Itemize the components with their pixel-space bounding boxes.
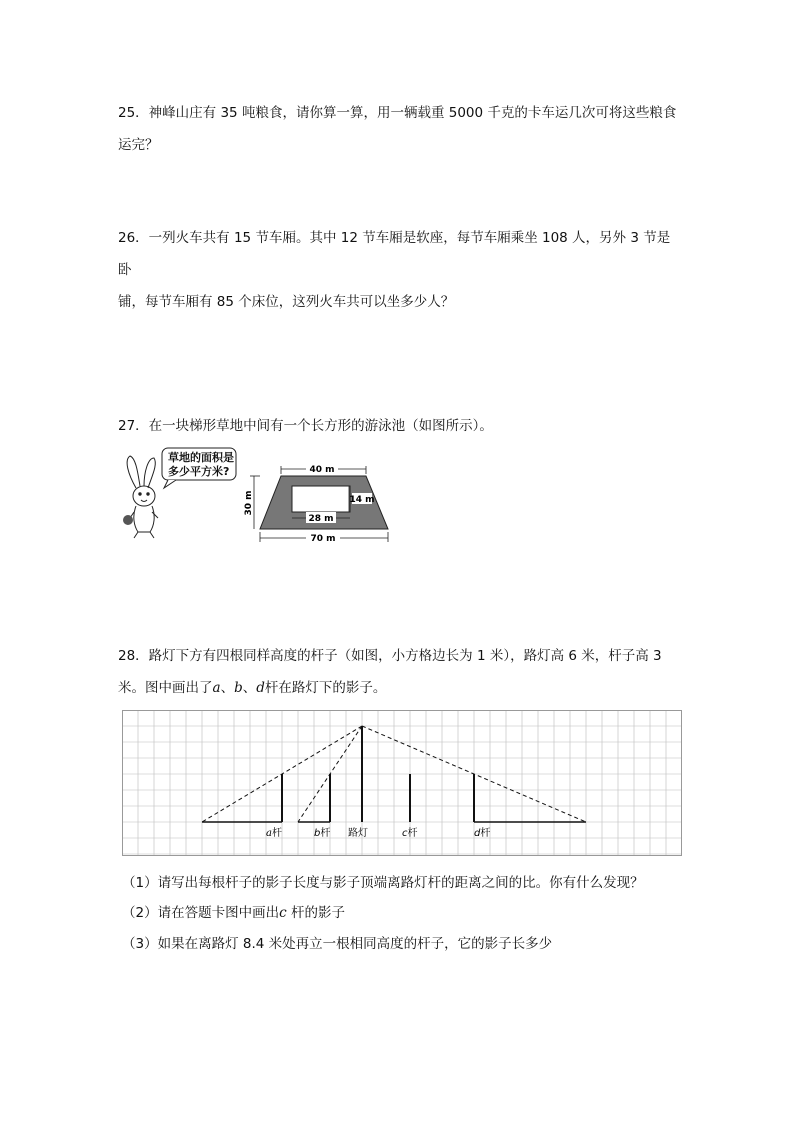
rabbit-icon [127,456,158,538]
question-28-line2-end: 杆在路灯下的影子。 [264,680,387,696]
question-27 [118,410,678,442]
question-25-line2: 运完？ [118,137,159,153]
question-28-line2 [118,672,678,704]
question-26 [118,222,678,318]
question-25-line1: 25．神峰山庄有 35 吨粮食，请你算一算，用一辆载重 5000 千克的卡车运几次可将这些粮食 [118,105,677,121]
var-d: d [256,680,265,696]
separator-2: 、 [242,680,257,696]
question-28 [118,640,678,704]
bubble-line1: 草地的面积是 [168,451,234,464]
question-25 [118,97,678,161]
question-26-line1: 26．一列火车共有 15 节车厢。其中 12 节车厢是软座，每节车厢乘坐 108 人，另外 3 节是卧 [118,230,671,278]
height-label: 30 m [244,490,254,516]
bottom-base-label: 70 m [310,534,336,544]
ball-icon [123,515,133,525]
bubble-line2: 多少平方米? [168,465,230,478]
label-c-pole: c杆 [402,828,418,839]
label-b-pole: b杆 [314,828,331,839]
label-a-pole: a杆 [266,828,282,839]
pool-width-label: 28 m [308,514,334,524]
sub-question-2-end: 杆的影子 [286,905,345,921]
sub-question-2-var: c [279,905,287,921]
pool-height-label: 14 m [349,495,375,505]
var-b: b [234,680,243,696]
question-26-line2: 铺，每节车厢有 85 个床位，这列火车共可以坐多少人？ [118,294,455,310]
label-streetlight: 路灯 [348,828,368,839]
question-27-text: 27．在一块梯形草地中间有一个长方形的游泳池（如图所示）。 [118,418,493,434]
swimming-pool [292,486,350,512]
sub-question-1: （1）请写出每根杆子的影子长度与影子顶端离路灯杆的距离之间的比。你有什么发现？ [122,875,644,891]
sub-question-3: （3）如果在离路灯 8.4 米处再立一根相同高度的杆子，它的影子长多少 [122,936,553,952]
streetlight-grid-figure [122,710,682,856]
question-28-line2-start: 米。图中画出了 [118,680,213,696]
label-d-pole: d杆 [474,828,491,839]
sub-question-2-start: （2）请在答题卡图中画出 [122,905,280,921]
trapezoid-figure [116,446,416,546]
top-base-label: 40 m [309,465,335,475]
sub-question-2 [122,903,345,923]
question-28-line1: 28．路灯下方有四根同样高度的杆子（如图，小方格边长为 1 米），路灯高 6 米，杆子高 3 [118,648,662,664]
separator-1: 、 [220,680,235,696]
var-a: a [212,680,221,696]
